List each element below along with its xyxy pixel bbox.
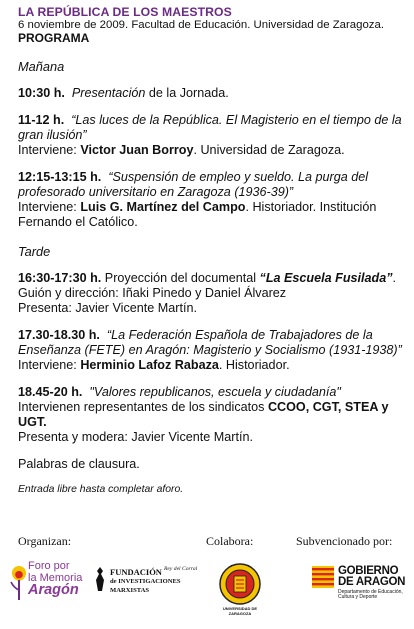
fundacion-investigaciones-marxistas-logo — [92, 566, 202, 596]
programa-heading: PROGRAMA — [18, 31, 90, 45]
speaker-name: Herminio Lafoz Rabaza — [80, 358, 219, 372]
foro-line2: la Memoria — [28, 572, 83, 584]
uz-caption: UNIVERSIDAD DE ZARAGOZA — [222, 606, 258, 616]
agenda-time: 12:15-13:15 h. — [18, 170, 102, 184]
agenda-item — [18, 385, 406, 445]
gob-dept-line2: Cultura y Deporte — [338, 594, 378, 601]
agenda-time: 10:30 h. — [18, 86, 65, 100]
agenda-title: “Las luces de la República. El Magisterio en el tiempo de la gran ilusión” — [18, 113, 402, 142]
agenda-pre: Proyección del documental — [101, 271, 260, 285]
agenda-title: Presentación — [71, 86, 146, 100]
gob-dept-line1: Departamento de Educación, — [338, 589, 403, 595]
agenda-title: "Valores republicanos, escuela y ciudadanía" — [89, 385, 341, 399]
closing-words: Palabras de clausura. — [18, 457, 140, 471]
agenda-item — [18, 170, 406, 230]
event-date-place: 6 noviembre de 2009. Facultad de Educación. Universidad de Zaragoza. — [18, 19, 384, 31]
entry-note: Entrada libre hasta completar aforo. — [18, 484, 184, 495]
participants-prefix: Intervienen representantes de los sindicatos — [18, 400, 268, 414]
speaker-name: Victor Juan Borroy — [80, 143, 194, 157]
speaker-name: Luis G. Martínez del Campo — [80, 200, 246, 214]
agenda-presenter: Presenta: Javier Vicente Martín. — [18, 301, 197, 315]
agenda-post: . — [392, 271, 397, 285]
flower-icon — [8, 562, 30, 602]
foro-memoria-aragon-logo — [8, 560, 88, 612]
unions-list: CCOO, CGT, STEA y UGT. — [18, 400, 389, 429]
speaker-prefix: Interviene: — [18, 143, 81, 157]
foro-line1: Foro por — [28, 560, 70, 572]
speaker-prefix: Interviene: — [18, 200, 81, 214]
agenda-presenter: Presenta y modera: Javier Vicente Martín. — [18, 430, 253, 444]
agenda-rest: de la Jornada. — [145, 86, 229, 100]
fundacion-small-text: Rey del Corral — [164, 566, 198, 572]
speaker-affiliation: . Historiador. Institución Fernando el Católico. — [18, 200, 377, 229]
agenda-item — [18, 271, 406, 316]
gob-line1: GOBIERNO — [338, 565, 399, 577]
speaker-affiliation: . Historiador. — [218, 358, 290, 372]
subvencionado-label: Subvencionado por: — [296, 534, 393, 548]
gob-line2: DE ARAGON — [338, 576, 406, 588]
university-seal-icon — [218, 562, 262, 606]
gobierno-aragon-logo — [312, 566, 408, 606]
film-title: “La Escuela Fusilada” — [259, 271, 393, 285]
fundacion-line1: FUNDACIÓN — [110, 567, 162, 577]
agenda-item — [18, 113, 406, 158]
colabora-label: Colabora: — [206, 534, 254, 548]
program-document — [18, 6, 406, 495]
agenda-time: 17.30-18.30 h. — [18, 328, 100, 342]
speaker-prefix: Interviene: — [18, 358, 81, 372]
event-title: LA REPÚBLICA DE LOS MAESTROS — [18, 5, 232, 19]
statue-icon — [92, 566, 108, 592]
agenda-title: “La Federación Española de Trabajadores de la Enseñanza (FETE) en Aragón: Magisterio y Socialismo (1931-1938)” — [18, 328, 402, 357]
agenda-credits: Guión y dirección: Iñaki Pinedo y Daniel Álvarez — [18, 286, 287, 300]
foro-line3: Aragón — [28, 582, 79, 598]
agenda-time: 11-12 h. — [18, 113, 65, 127]
section-morning: Mañana — [18, 59, 65, 74]
speaker-affiliation: . Universidad de Zaragoza. — [193, 143, 345, 157]
agenda-time: 18.45-20 h. — [18, 385, 83, 399]
section-afternoon: Tarde — [18, 244, 51, 259]
agenda-title: “Suspensión de empleo y sueldo. La purga del profesorado universitario en Zaragoza (1936-39)” — [18, 170, 369, 199]
aragon-flag-icon — [312, 566, 334, 588]
fundacion-line2: de INVESTIGACIONES MARXISTAS — [110, 578, 181, 594]
sponsors-footer — [0, 534, 414, 629]
universidad-zaragoza-logo — [218, 562, 262, 614]
agenda-item — [18, 86, 406, 101]
agenda-time: 16:30-17:30 h. — [18, 271, 102, 285]
agenda-item — [18, 328, 406, 373]
organizan-label: Organizan: — [18, 534, 72, 548]
